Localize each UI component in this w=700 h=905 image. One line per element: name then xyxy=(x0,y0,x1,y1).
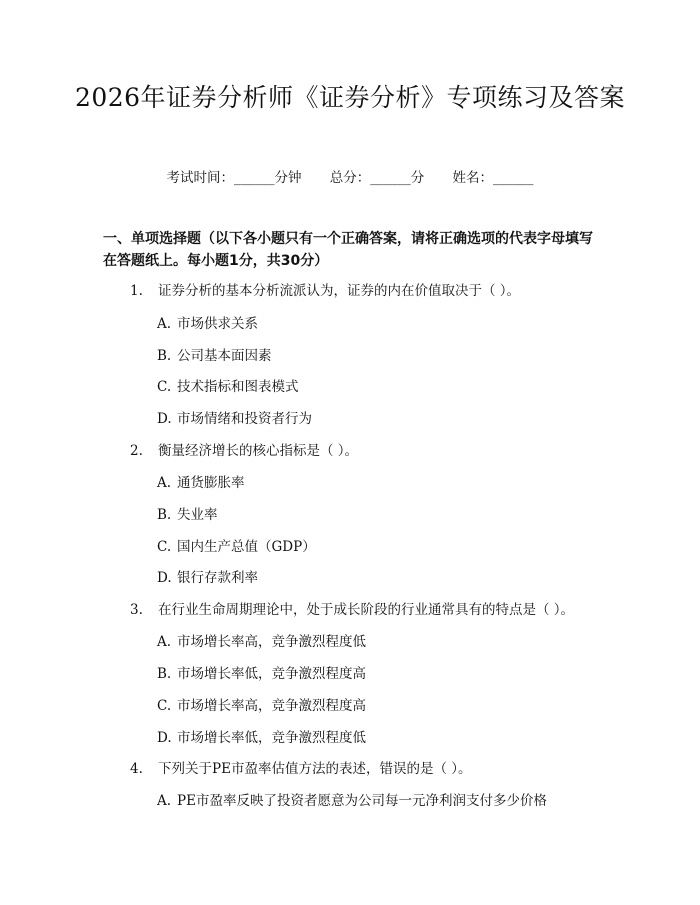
option-text: 通货膨胀率 xyxy=(177,475,245,491)
option-letter: A. xyxy=(157,793,172,809)
option xyxy=(157,409,312,429)
option-text: 市场增长率高，竞争激烈程度低 xyxy=(177,634,366,650)
option-letter: B. xyxy=(157,507,172,523)
option xyxy=(157,696,366,716)
option xyxy=(157,505,218,525)
option xyxy=(157,791,547,811)
exam-total-score: 总分：______分 xyxy=(329,170,425,186)
option-text: 市场增长率高，竞争激烈程度高 xyxy=(177,698,366,714)
question-number: 3. xyxy=(130,602,143,618)
option-letter: A. xyxy=(157,634,172,650)
option-letter: A. xyxy=(157,475,172,491)
option-letter: C. xyxy=(157,698,172,714)
option-letter: C. xyxy=(157,379,172,395)
question-text: 衡量经济增长的核心指标是（ ）。 xyxy=(158,443,359,459)
option-letter: A. xyxy=(157,316,172,332)
option-text: 市场供求关系 xyxy=(177,316,258,332)
option xyxy=(157,377,299,397)
exam-name-field: 姓名：______ xyxy=(452,170,534,186)
option xyxy=(157,632,366,652)
question-text: 在行业生命周期理论中，处于成长阶段的行业通常具有的特点是（ ）。 xyxy=(158,602,575,618)
option-letter: D. xyxy=(157,730,172,746)
question-3 xyxy=(130,600,574,620)
question-number: 4. xyxy=(130,761,143,777)
option-text: 失业率 xyxy=(177,507,218,523)
question-4 xyxy=(130,759,471,779)
option-letter: B. xyxy=(157,666,172,682)
option-letter: D. xyxy=(157,411,172,427)
question-2 xyxy=(130,441,358,461)
option-letter: C. xyxy=(157,539,172,555)
option xyxy=(157,728,366,748)
option-text: 公司基本面因素 xyxy=(177,348,272,364)
option xyxy=(157,473,245,493)
question-number: 2. xyxy=(130,443,143,459)
question-1 xyxy=(130,281,520,301)
option-text: PE市盈率反映了投资者愿意为公司每一元净利润支付多少价格 xyxy=(177,793,547,809)
option-text: 银行存款利率 xyxy=(177,570,258,586)
exam-time: 考试时间：______分钟 xyxy=(166,170,302,186)
option-text: 市场增长率低，竞争激烈程度高 xyxy=(177,666,366,682)
option-text: 国内生产总值（GDP） xyxy=(177,539,316,555)
option-letter: D. xyxy=(157,570,172,586)
option xyxy=(157,314,258,334)
option-letter: B. xyxy=(157,348,172,364)
question-text: 证券分析的基本分析流派认为，证券的内在价值取决于（ ）。 xyxy=(158,283,521,299)
exam-meta xyxy=(0,168,700,188)
section-heading: 一、单项选择题（以下各小题只有一个正确答案，请将正确选项的代表字母填写在答题纸上。每小题1分，共30分） xyxy=(103,231,593,269)
option xyxy=(157,537,316,557)
option xyxy=(157,346,272,366)
page-title: 2026年证券分析师《证券分析》专项练习及答案 xyxy=(74,83,626,112)
option-text: 市场增长率低，竞争激烈程度低 xyxy=(177,730,366,746)
option-text: 市场情绪和投资者行为 xyxy=(177,411,312,427)
option-text: 技术指标和图表模式 xyxy=(177,379,299,395)
option xyxy=(157,664,366,684)
option xyxy=(157,568,258,588)
question-text: 下列关于PE市盈率估值方法的表述，错误的是（ ）。 xyxy=(158,761,472,777)
question-number: 1. xyxy=(130,283,143,299)
